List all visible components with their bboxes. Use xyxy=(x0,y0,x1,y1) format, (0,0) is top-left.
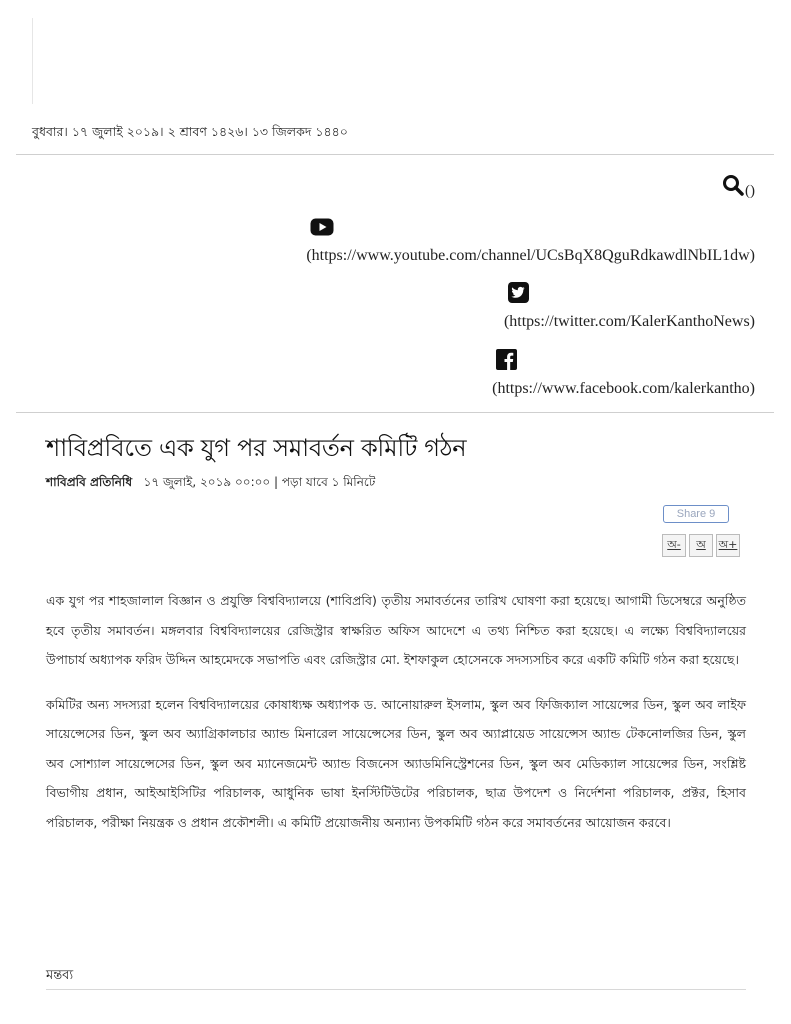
article-title: শাবিপ্রবিতে এক যুগ পর সমাবর্তন কমিটি গঠন xyxy=(46,434,467,462)
search-icon xyxy=(722,174,744,200)
article-paragraph: এক যুগ পর শাহজালাল বিজ্ঞান ও প্রযুক্তি বিশ্ববিদ্যালয়ে (শাবিপ্রবি) তৃতীয় সমাবর্তনের তারিখ ঘোষণা করা হয়েছে। আগামী ডিসেম্বরে অনুষ্ঠিত হবে তৃতীয় সমাবর্তন। মঙ্গলবার বিশ্ববিদ্যালয়ের রেজিস্ট্রার স্বাক্ষরিত অফিস আদেশে এ তথ্য নিশ্চিত করা হয়েছে। এ লক্ষ্যে বিশ্ববিদ্যালয়ের উপাচার্য অধ্যাপক ফরিদ উদ্দিন আহমেদকে সভাপতি এবং রেজিস্ট্রার মো. ইশফাকুল হোসেনকে সদস্যসচিব করে একটি কমিটি গঠন করা হয়েছে। xyxy=(46,593,746,667)
font-size-controls xyxy=(662,534,740,557)
article-body xyxy=(46,586,746,852)
comments-heading: মন্তব্য xyxy=(46,968,74,983)
facebook-link-text: (https://www.facebook.com/kalerkantho) xyxy=(492,380,755,397)
header-divider xyxy=(16,154,774,155)
font-reset-button[interactable]: অ xyxy=(689,534,713,557)
search-button[interactable] xyxy=(722,174,755,200)
article-author: শাবিপ্রবি প্রতিনিধি xyxy=(46,475,133,489)
share-button[interactable]: Share 9 xyxy=(663,505,729,523)
youtube-link[interactable] xyxy=(306,217,755,265)
youtube-link-text: (https://www.youtube.com/channel/UCsBqX8QguRdkawdlNbIL1dw) xyxy=(306,247,755,264)
article-meta: ১৭ জুলাই, ২০১৯ ০০:০০ | পড়া যাবে ১ মিনিটে xyxy=(143,475,376,489)
twitter-link-text: (https://twitter.com/KalerKanthoNews) xyxy=(503,313,755,330)
date-line: বুধবার। ১৭ জুলাই ২০১৯। ২ শ্রাবণ ১৪২৬। ১৩ জিলকদ ১৪৪০ xyxy=(32,124,348,139)
article-byline xyxy=(46,474,375,494)
top-divider-line xyxy=(32,18,33,104)
facebook-icon xyxy=(496,349,755,374)
font-decrease-button[interactable]: অ- xyxy=(662,534,686,557)
facebook-link[interactable] xyxy=(492,349,755,398)
youtube-icon xyxy=(310,217,755,241)
article-paragraph: কমিটির অন্য সদস্যরা হলেন বিশ্ববিদ্যালয়ের কোষাধ্যক্ষ অধ্যাপক ড. আনোয়ারুল ইসলাম, স্কুল অব ফিজিক্যাল সায়েন্সের ডিন, স্কুল অব লাইফ সায়েন্সেসের ডিন, স্কুল অব অ্যাগ্রিকালচার অ্যান্ড মিনারেল সায়েন্সেসের ডিন, স্কুল অব অ্যাপ্লায়েড সায়েন্সেস অ্যান্ড টেকনোলজির ডিন, স্কুল অব সোশ্যাল সায়েন্সেসের ডিন, স্কুল অব ম্যানেজমেন্ট অ্যান্ড বিজনেস অ্যাডমিনিস্ট্রেশনের ডিন, স্কুল অব মেডিক্যাল সায়েন্সের ডিন, সংশ্লিষ্ট বিভাগীয় প্রধান, আইআইসিটির পরিচালক, আধুনিক ভাষা ইনস্টিটিউটের পরিচালক, ছাত্র উপদেশ ও নির্দেশনা পরিচালক, প্রক্টর, হিসাব পরিচালক, পরীক্ষা নিয়ন্ত্রক ও প্রধান প্রকৌশলী। এ কমিটি প্রয়োজনীয় অন্যান্য উপকমিটি গঠন করে সমাবর্তনের আয়োজন করবে। xyxy=(46,696,746,830)
nav-divider xyxy=(16,412,774,413)
search-link-text: () xyxy=(745,183,755,199)
font-increase-button[interactable]: অ+ xyxy=(716,534,740,557)
twitter-link[interactable] xyxy=(504,282,755,331)
twitter-icon xyxy=(508,282,755,307)
comments-divider xyxy=(46,989,746,990)
